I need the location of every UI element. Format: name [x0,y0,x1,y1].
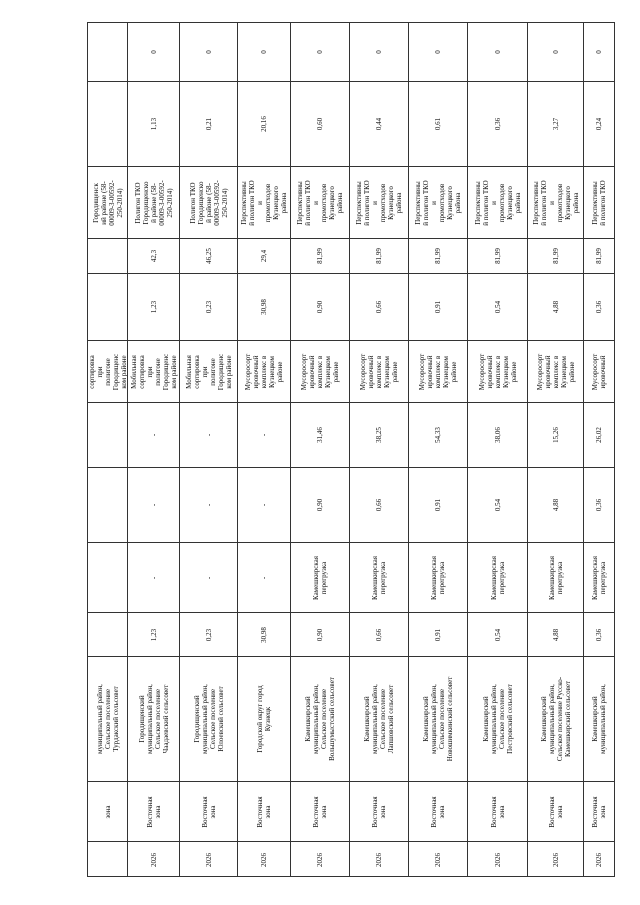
cell-obj3 [180,166,237,238]
cell-cap1 [238,402,290,467]
cell-obj2 [291,340,349,402]
cell-text: 0,54 [493,498,502,512]
cell-text: 0,23 [204,300,213,314]
cell-text: 0,91 [434,498,442,512]
cell-text: Восточная зона [430,795,446,828]
cell-text: - [204,503,213,507]
cell-municipality [350,656,408,781]
cell-municipality [409,656,467,781]
cell-vol3 [350,273,408,340]
cell-text: Камешкирский муниципальный район, Сельское поселение Вольшумыстский сельсовет [304,677,336,761]
cell-obj3 [238,166,290,238]
cell-vol2 [128,467,179,542]
cell-year [180,841,237,878]
cell-vol2 [180,467,237,542]
cell-text: 1,23 [149,628,158,641]
cell-obj3 [350,166,408,238]
cell-zone [409,781,467,841]
cell-text: сортировка при полигоне Городищенс ком районе [88,353,127,390]
cell-zone [468,781,527,841]
cell-cap1 [88,402,127,467]
cell-text: 0 [595,50,603,54]
cell-obj1 [88,542,127,612]
cell-vol3 [238,273,290,340]
cell-text: 2026 [595,853,603,867]
cell-cap2 [468,238,527,273]
cell-obj1 [128,542,179,612]
cell-text: - [204,433,213,437]
cell-text: Городищенский муниципальный район, Сельское поселение Чаадаевский сельсовет [137,684,170,754]
cell-text: 30,98 [260,626,268,643]
cell-zone [180,781,237,841]
table-row [291,22,350,877]
cell-obj1 [291,542,349,612]
cell-text: 0 [316,50,324,54]
cell-cap1 [468,402,527,467]
cell-municipality [128,656,179,781]
cell-text: 0 [149,50,158,54]
cell-obj2 [468,340,527,402]
cell-cap1 [180,402,237,467]
cell-text: 81,99 [551,248,560,264]
cell-vol2 [584,467,614,542]
cell-text: 81,99 [493,248,502,264]
cell-year [350,841,408,878]
cell-obj3 [88,166,127,238]
cell-vol4 [528,81,583,166]
cell-last [238,23,290,81]
cell-zone [291,781,349,841]
cell-text: 0,90 [316,628,324,641]
cell-text: Мусоросорт ировочный комплекс в Кузнецком районе [359,353,399,390]
cell-text: - [149,433,158,437]
cell-obj2 [409,340,467,402]
cell-text: Перспективны й полигон ТКО и промотходов Кузнецкого района [355,179,403,226]
cell-text: 4,88 [551,300,560,314]
cell-text: Камешкирская перегрузка [430,555,446,600]
cell-text: - [149,576,158,579]
cell-text: 0 [204,50,213,54]
cell-vol2 [350,467,408,542]
cell-year [584,841,614,878]
table-row [528,22,584,877]
cell-vol3 [409,273,467,340]
cell-vol1 [350,612,408,656]
cell-text: 31,46 [316,427,324,443]
cell-text: 2026 [493,853,502,867]
cell-cap1 [528,402,583,467]
cell-text: Перспективны й полигон ТКО [591,179,607,226]
table-row [350,22,409,877]
cell-text: 0,90 [316,498,324,512]
cell-zone [128,781,179,841]
cell-year [128,841,179,878]
cell-text: 0,24 [595,117,603,131]
cell-text: 0,90 [316,300,324,314]
cell-text: Городищенск ий районе (58- 00009-З-00592- 250-2014) [91,179,124,226]
cell-obj1 [468,542,527,612]
cell-obj1 [528,542,583,612]
cell-text: Восточная зона [312,795,328,828]
table-row [584,22,615,877]
cell-text: Мусоросорт ировочный [591,353,607,390]
cell-text: Камешкирская перегрузка [591,555,607,600]
cell-text: Камешкирский муниципальный район, [591,684,607,754]
cell-text: 0 [375,50,383,54]
cell-text: Мобильная сортировка при полигоне Городищенс ком районе [129,353,178,390]
cell-obj1 [180,542,237,612]
cell-text: 2026 [316,853,324,867]
cell-text: 42,3 [149,249,158,263]
cell-text: Камешкирский муниципальный район, Сельское поселение Пестровский сельсовет [481,684,514,754]
cell-vol4 [238,81,290,166]
cell-text: 81,99 [375,248,383,264]
cell-obj3 [409,166,467,238]
cell-vol3 [88,273,127,340]
cell-text: Полигон ТКО Городищенско й районе (58- 00009-З-00592- 250-2014) [188,179,229,226]
table-row [238,22,291,877]
cell-text: Перспективны й полигон ТКО и промотходов Кузнецкого района [414,179,462,226]
cell-vol4 [180,81,237,166]
cell-year [468,841,527,878]
cell-text: 0,60 [316,117,324,131]
cell-last [128,23,179,81]
cell-text: 46,25 [204,248,213,264]
cell-vol3 [528,273,583,340]
cell-text: 2026 [204,853,213,867]
cell-zone [88,781,127,841]
cell-vol1 [180,612,237,656]
cell-obj2 [238,340,290,402]
cell-text: 26,02 [595,427,603,443]
cell-cap1 [128,402,179,467]
cell-vol4 [88,81,127,166]
cell-text: 0 [260,50,268,54]
cell-vol4 [409,81,467,166]
cell-obj2 [128,340,179,402]
cell-last [180,23,237,81]
cell-vol1 [409,612,467,656]
cell-obj1 [350,542,408,612]
cell-text: Мусоросорт ировочный комплекс в Кузнецком районе [418,353,458,390]
cell-cap2 [128,238,179,273]
cell-municipality [238,656,290,781]
cell-text: 0,61 [434,117,442,131]
cell-cap2 [409,238,467,273]
cell-text: 4,88 [551,628,560,641]
cell-text: 0,91 [434,628,442,641]
cell-last [584,23,614,81]
cell-municipality [180,656,237,781]
cell-vol4 [468,81,527,166]
cell-text: 0 [493,50,502,54]
cell-obj2 [180,340,237,402]
cell-text: 0 [434,50,442,54]
cell-vol4 [350,81,408,166]
cell-vol2 [291,467,349,542]
cell-vol2 [238,467,290,542]
cell-vol1 [88,612,127,656]
cell-text: 0,23 [204,628,213,641]
cell-text: Восточная зона [145,795,162,828]
cell-text: 0,36 [595,300,603,314]
cell-vol2 [88,467,127,542]
cell-vol3 [128,273,179,340]
cell-obj1 [238,542,290,612]
cell-text: - [260,503,268,507]
cell-text: Мобильная сортировка при полигоне Городищенс ком районе [184,353,233,390]
cell-vol3 [468,273,527,340]
cell-text: Восточная зона [371,795,387,828]
cell-vol1 [238,612,290,656]
cell-text: Полигон ТКО Городищенско й районе (58- 00009-З-00592- 250-2014) [133,179,174,226]
cell-text: 0,44 [375,117,383,131]
cell-cap1 [584,402,614,467]
cell-year [291,841,349,878]
cell-text: 0,36 [493,117,502,131]
cell-text: Камешкирский муниципальный район, Сельское поселение Новошимкинский сельсовет [422,676,454,762]
cell-last [88,23,127,81]
cell-obj2 [528,340,583,402]
cell-last [291,23,349,81]
cell-text: Камешкирская перегрузка [489,555,506,600]
cell-vol2 [409,467,467,542]
cell-text: Камешкирская перегрузка [312,555,328,600]
landscape-table [87,22,607,877]
cell-text: 0,36 [595,498,603,512]
cell-text: Перспективны й полигон ТКО и промотходов Кузнецкого района [296,179,344,226]
table-row [468,22,528,877]
cell-municipality [528,656,583,781]
table-row [409,22,468,877]
cell-text: Восточная зона [256,795,272,828]
cell-text: 20,16 [260,116,268,132]
cell-year [238,841,290,878]
cell-year [88,841,127,878]
cell-vol3 [291,273,349,340]
cell-vol1 [468,612,527,656]
cell-vol1 [584,612,614,656]
cell-text: 0,66 [375,498,383,512]
cell-vol3 [584,273,614,340]
cell-municipality [291,656,349,781]
cell-text: 0 [551,50,560,54]
cell-text: 0,54 [493,628,502,641]
cell-municipality [584,656,614,781]
cell-vol2 [528,467,583,542]
cell-text: Камешкирская перегрузка [547,555,564,600]
cell-last [468,23,527,81]
cell-text: 0,66 [375,628,383,641]
cell-text: Восточная зона [547,795,564,828]
cell-text: - [204,576,213,579]
cell-cap2 [291,238,349,273]
cell-text: Мусоросорт ировочный комплекс в Кузнецком районе [300,353,340,390]
cell-text: 81,99 [316,248,324,264]
cell-obj3 [128,166,179,238]
cell-text: Камешкирская перегрузка [371,555,387,600]
cell-text: 15,26 [551,427,560,443]
cell-cap2 [528,238,583,273]
cell-cap2 [238,238,290,273]
cell-text: 1,23 [149,300,158,314]
cell-vol4 [128,81,179,166]
cell-obj3 [528,166,583,238]
cell-text: Камешкирский муниципальный район, Сельское поселение Лапшовский сельсовет [363,684,395,754]
cell-cap2 [350,238,408,273]
cell-text: 0,66 [375,300,383,314]
cell-year [409,841,467,878]
cell-last [409,23,467,81]
cell-text: Перспективны й полигон ТКО и промотходов Кузнецкого района [473,179,522,226]
cell-obj3 [468,166,527,238]
cell-text: 2026 [260,853,268,867]
cell-text: 81,99 [434,248,442,264]
cell-text: 2026 [551,853,560,867]
cell-text: 2026 [434,853,442,867]
cell-vol1 [528,612,583,656]
cell-vol2 [468,467,527,542]
cell-text: Мусоросорт ировочный комплекс в Кузнецком районе [535,353,576,390]
cell-obj2 [350,340,408,402]
cell-vol1 [128,612,179,656]
cell-text: 29,4 [260,249,268,263]
cell-text: Камешкирский муниципальный район, Сельское поселение Русско- Камешкирский сельсовет [539,676,572,762]
cell-cap2 [88,238,127,273]
cell-vol4 [584,81,614,166]
cell-cap1 [409,402,467,467]
cell-cap1 [291,402,349,467]
cell-obj1 [409,542,467,612]
cell-zone [528,781,583,841]
cell-zone [238,781,290,841]
cell-municipality [88,656,127,781]
cell-text: зона [103,804,112,819]
cell-text: 0,91 [434,300,442,314]
cell-cap2 [180,238,237,273]
cell-text: 81,99 [595,248,603,264]
cell-text: Восточная зона [489,795,506,828]
cell-obj2 [88,340,127,402]
cell-vol1 [291,612,349,656]
cell-text: 2026 [375,853,383,867]
cell-obj2 [584,340,614,402]
cell-text: - [260,576,268,579]
cell-text: 0,36 [595,628,603,641]
cell-text: - [260,433,268,437]
cell-municipality [468,656,527,781]
cell-text: 30,98 [260,299,268,315]
cell-text: 54,33 [434,427,442,443]
cell-text: 1,13 [149,117,158,131]
table-row [180,22,238,877]
cell-text: Городищенский муниципальный район, Сельское поселение Юлоевский сельсовет [192,684,225,754]
cell-vol4 [291,81,349,166]
cell-text: Мусоросорт ировочный комплекс в Кузнецком районе [477,353,518,390]
cell-text: 4,88 [551,498,560,512]
cell-text: Перспективны й полигон ТКО и промотходов Кузнецкого района [240,179,288,226]
cell-text: 38,06 [493,427,502,443]
cell-obj1 [584,542,614,612]
cell-text: 38,25 [375,427,383,443]
cell-text: 0,54 [493,300,502,314]
cell-cap1 [350,402,408,467]
cell-cap2 [584,238,614,273]
table-row [88,22,128,877]
table-row [128,22,180,877]
cell-last [528,23,583,81]
cell-zone [584,781,614,841]
cell-text: Мусоросорт ировочный комплекс в Кузнецком районе [244,353,284,390]
cell-obj3 [584,166,614,238]
cell-year [528,841,583,878]
cell-text: 0,21 [204,117,213,131]
cell-text: муниципальный район, Сельское поселение Турдакский сельсовет [95,684,120,754]
cell-last [350,23,408,81]
cell-obj3 [291,166,349,238]
cell-text: Перспективны й полигон ТКО и промотходов Кузнецкого района [531,179,580,226]
cell-text: Городской округ город Кузнецк [256,685,272,753]
cell-vol3 [180,273,237,340]
cell-text: 2026 [149,853,158,867]
cell-zone [350,781,408,841]
cell-text: Восточная зона [200,795,217,828]
cell-text: - [149,503,158,507]
cell-text: Восточная зона [591,795,607,828]
cell-text: 3,27 [551,117,560,131]
